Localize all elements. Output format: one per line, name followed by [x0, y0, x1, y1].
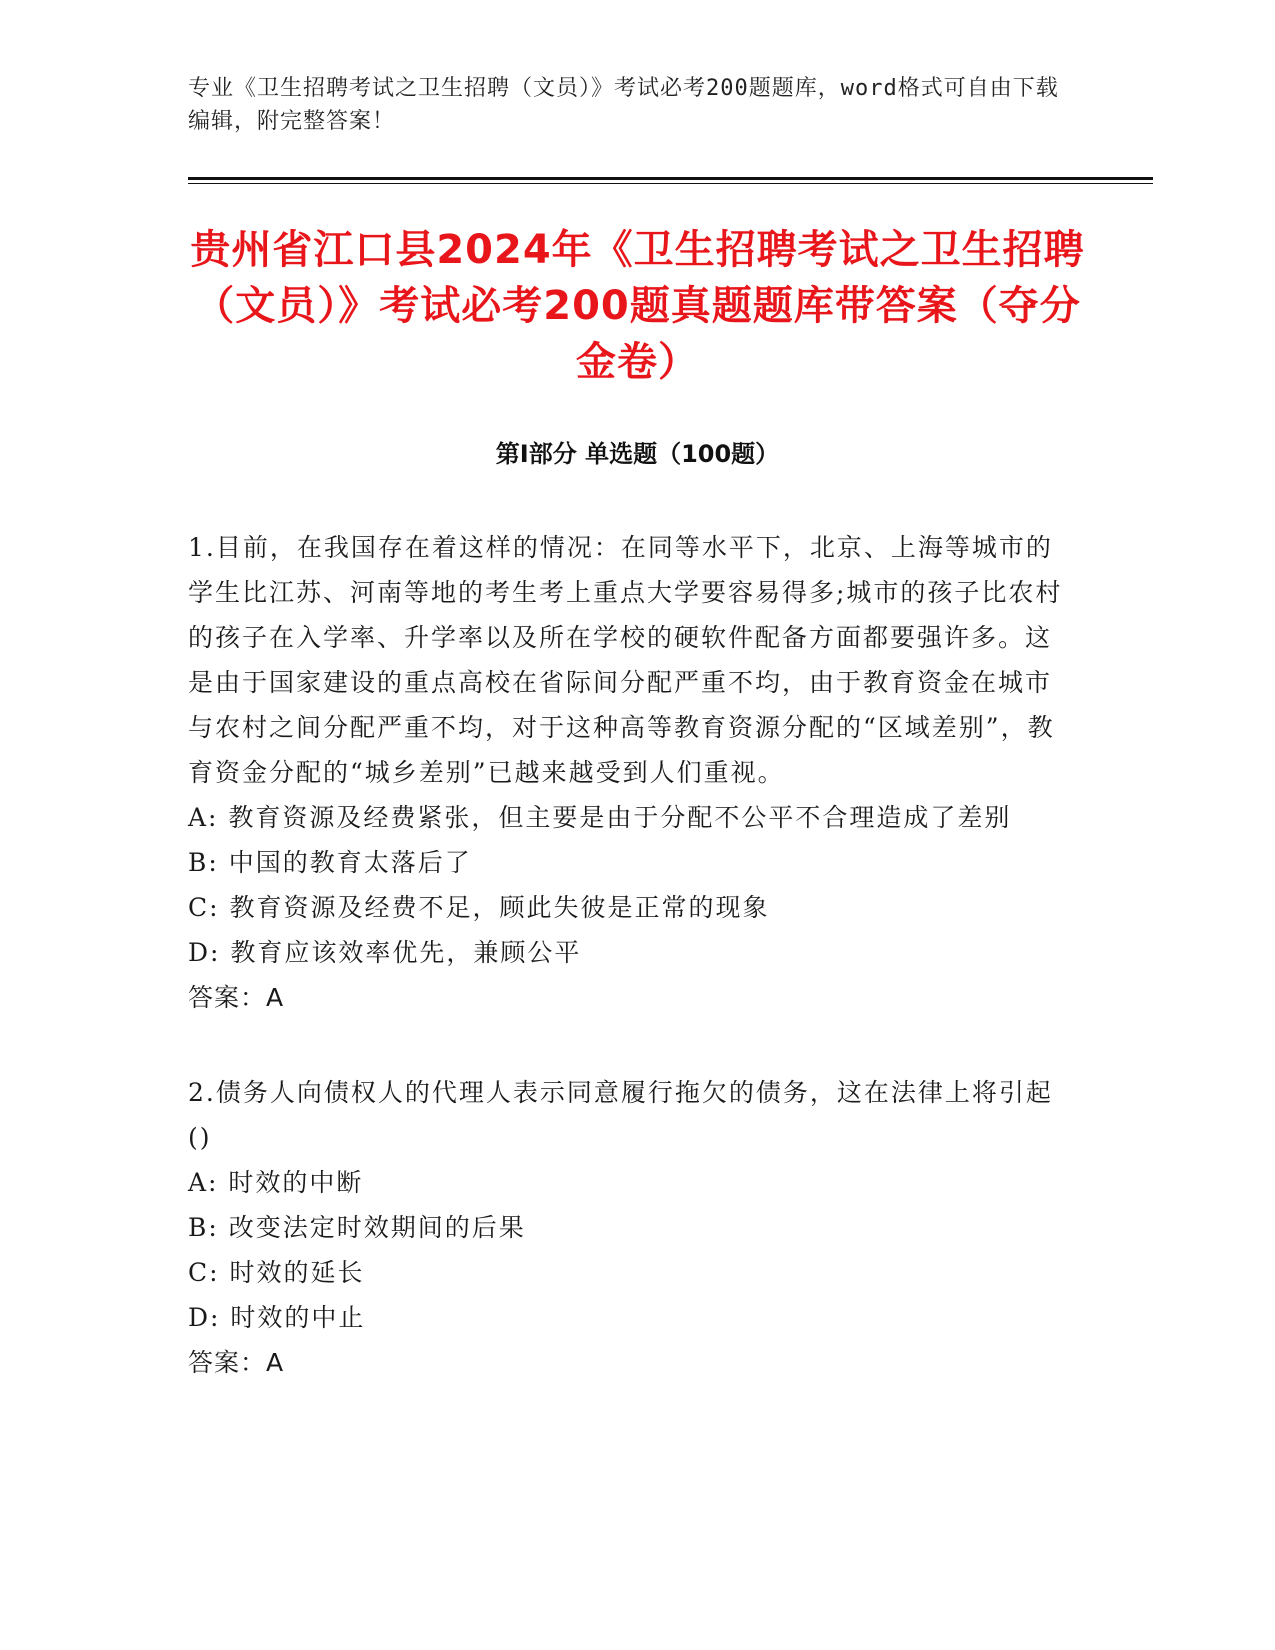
option-d: D: 时效的中止 — [188, 1303, 366, 1332]
option-b: B: 中国的教育太落后了 — [188, 848, 472, 877]
option-d: D: 教育应该效率优先，兼顾公平 — [188, 938, 582, 967]
option-a: A: 时效的中断 — [188, 1168, 364, 1197]
option-c: C: 时效的延长 — [188, 1258, 365, 1287]
question-2 — [188, 1070, 1068, 1385]
section-title: 第I部分 单选题（100题） — [495, 440, 780, 468]
option-c: C: 教育资源及经费不足，顾此失彼是正常的现象 — [188, 893, 770, 922]
option-b: B: 改变法定时效期间的后果 — [188, 1213, 526, 1242]
question-stem: 1.目前，在我国存在着这样的情况：在同等水平下，北京、上海等城市的学生比江苏、河南等地的考生考上重点大学要容易得多;城市的孩子比农村的孩子在入学率、升学率以及所在学校的硬软件配备方面都要强许多。这是由于国家建设的重点高校在省际间分配严重不均，由于教育资金在城市与农村之间分配严重不均，对于这种高等教育资源分配的“区域差别”，教育资金分配的“城乡差别”已越来越受到人们重视。 — [188, 533, 1063, 787]
question-1 — [188, 525, 1068, 1020]
answer-label: 答案： — [188, 983, 267, 1012]
option-a: A: 教育资源及经费紧张，但主要是由于分配不公平不合理造成了差别 — [188, 803, 1012, 832]
header-rule — [188, 177, 1153, 180]
document-title: 贵州省江口县2024年《卫生招聘考试之卫生招聘（文员）》考试必考200题真题题库带答案（夺分金卷） — [190, 227, 1085, 385]
header-rule-thin — [188, 183, 1153, 184]
question-list — [188, 525, 1068, 1435]
answer-line — [188, 975, 1068, 1020]
answer-value: A — [266, 983, 285, 1012]
answer-value: A — [266, 1348, 285, 1377]
header-note: 专业《卫生招聘考试之卫生招聘（文员）》考试必考200题题库，word格式可自由下载编辑，附完整答案！ — [188, 76, 1059, 134]
answer-label: 答案： — [188, 1348, 267, 1377]
question-stem: 2.债务人向债权人的代理人表示同意履行拖欠的债务，这在法律上将引起() — [188, 1078, 1053, 1152]
answer-line — [188, 1340, 1068, 1385]
